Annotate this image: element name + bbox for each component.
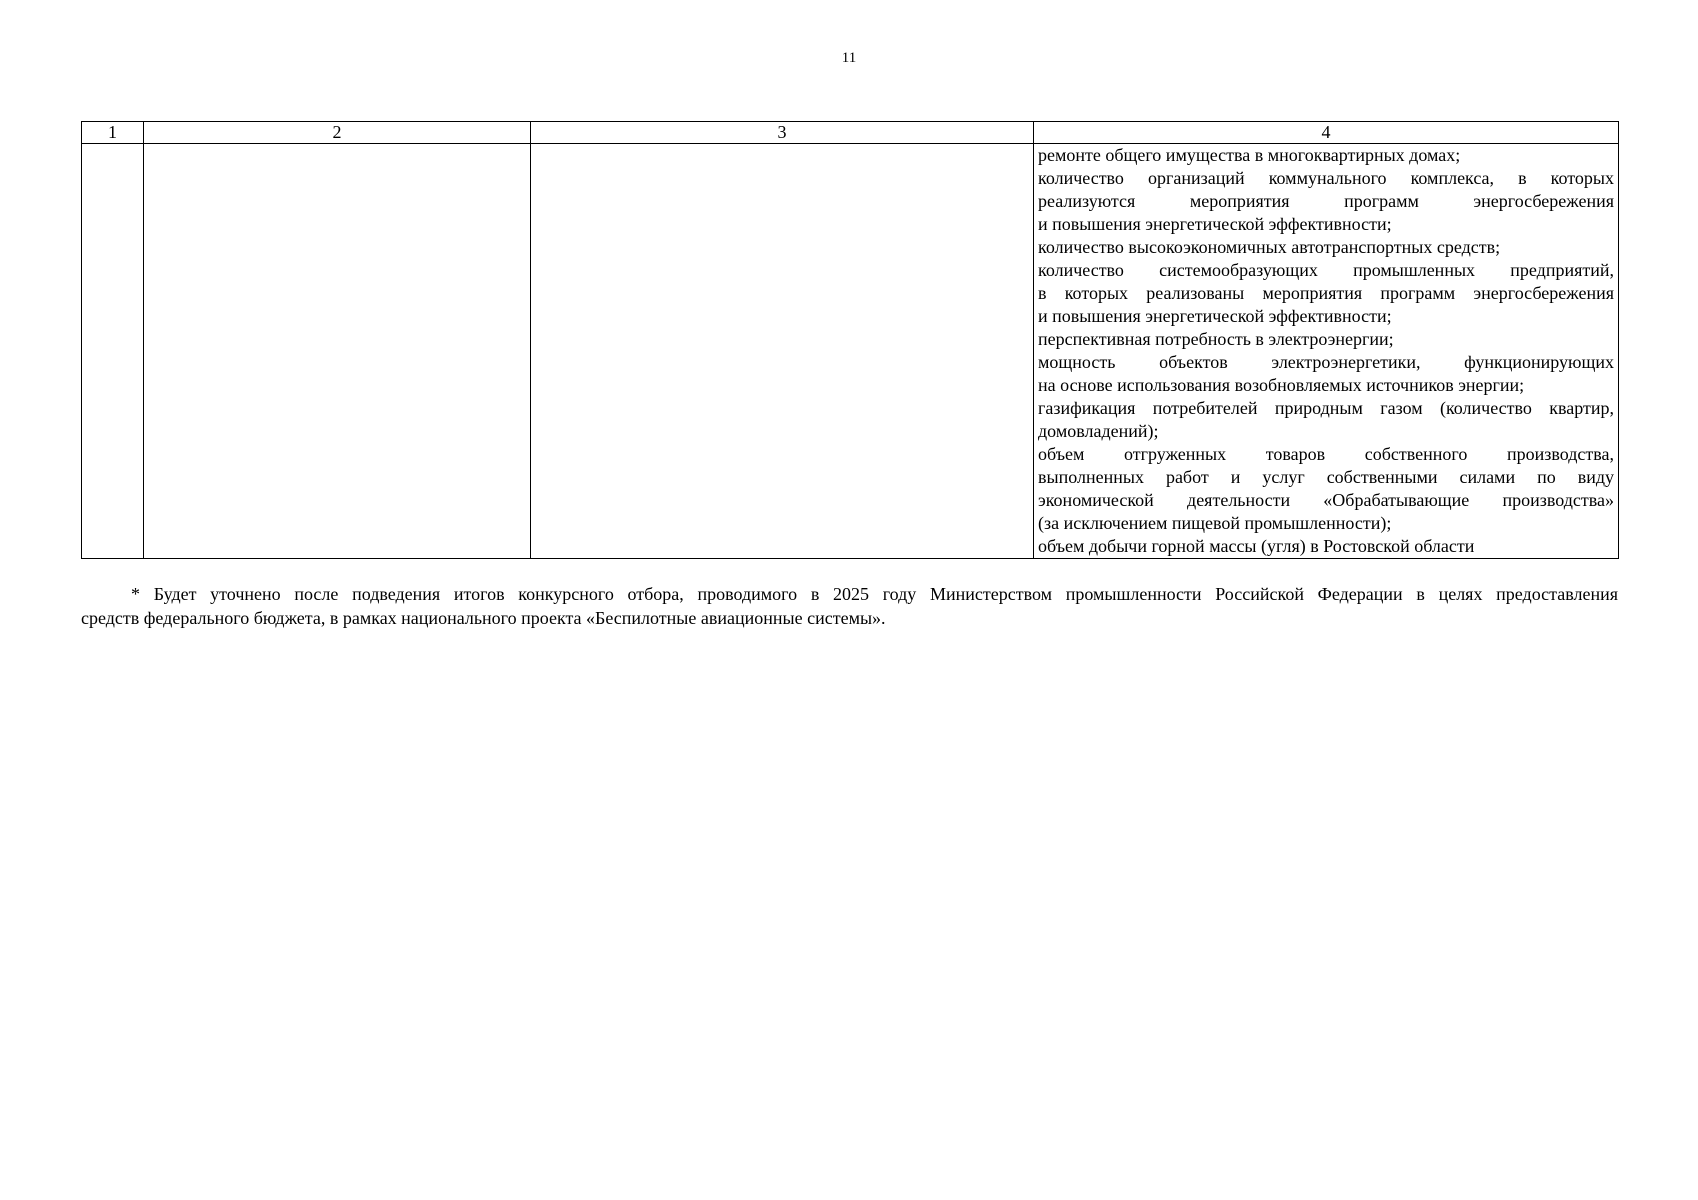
indicator-line: реализуются мероприятия программ энергосбережения (1038, 191, 1614, 211)
indicators-table (81, 121, 1619, 559)
footnote-line: средств федерального бюджета, в рамках национального проекта «Беспилотные авиационные системы». (81, 608, 886, 628)
indicator-line: на основе использования возобновляемых источников энергии; (1038, 375, 1525, 395)
indicator-line: перспективная потребность в электроэнергии; (1038, 329, 1394, 349)
table-header-row (82, 122, 1619, 144)
header-col-2: 2 (144, 122, 531, 144)
indicator-line: количество высокоэкономичных автотранспортных средств; (1038, 237, 1501, 257)
cell-col-1 (82, 144, 144, 559)
indicator-line: количество системообразующих промышленных предприятий, (1038, 260, 1614, 280)
indicator-line: газификация потребителей природным газом (количество квартир, (1038, 398, 1614, 418)
indicator-line: и повышения энергетической эффективности; (1038, 214, 1392, 234)
indicator-line: (за исключением пищевой промышленности); (1038, 513, 1392, 533)
table-row (82, 144, 1619, 559)
footnote (81, 582, 1618, 630)
indicator-line: в которых реализованы мероприятия программ энергосбережения (1038, 283, 1614, 303)
indicator-line: выполненных работ и услуг собственными силами по виду (1038, 467, 1614, 487)
cell-col-2 (144, 144, 531, 559)
indicator-line: объем отгруженных товаров собственного производства, (1038, 444, 1614, 464)
header-col-3: 3 (531, 122, 1034, 144)
cell-col-4-indicators (1034, 144, 1619, 559)
indicator-line: мощность объектов электроэнергетики, функционирующих (1038, 352, 1614, 372)
indicator-line: объем добычи горной массы (угля) в Ростовской области (1038, 536, 1475, 556)
header-col-4: 4 (1034, 122, 1619, 144)
footnote-line: * Будет уточнено после подведения итогов конкурсного отбора, проводимого в 2025 году Министерством промышленности Российской Федерации в целях предоставления (131, 584, 1618, 604)
indicator-line: экономической деятельности «Обрабатывающие производства» (1038, 490, 1614, 510)
indicator-line: количество организаций коммунального комплекса, в которых (1038, 168, 1614, 188)
indicator-line: домовладений); (1038, 421, 1159, 441)
indicator-line: ремонте общего имущества в многоквартирных домах; (1038, 145, 1461, 165)
header-col-1: 1 (82, 122, 144, 144)
indicator-line: и повышения энергетической эффективности; (1038, 306, 1392, 326)
cell-col-3 (531, 144, 1034, 559)
page-number: 11 (841, 50, 857, 66)
